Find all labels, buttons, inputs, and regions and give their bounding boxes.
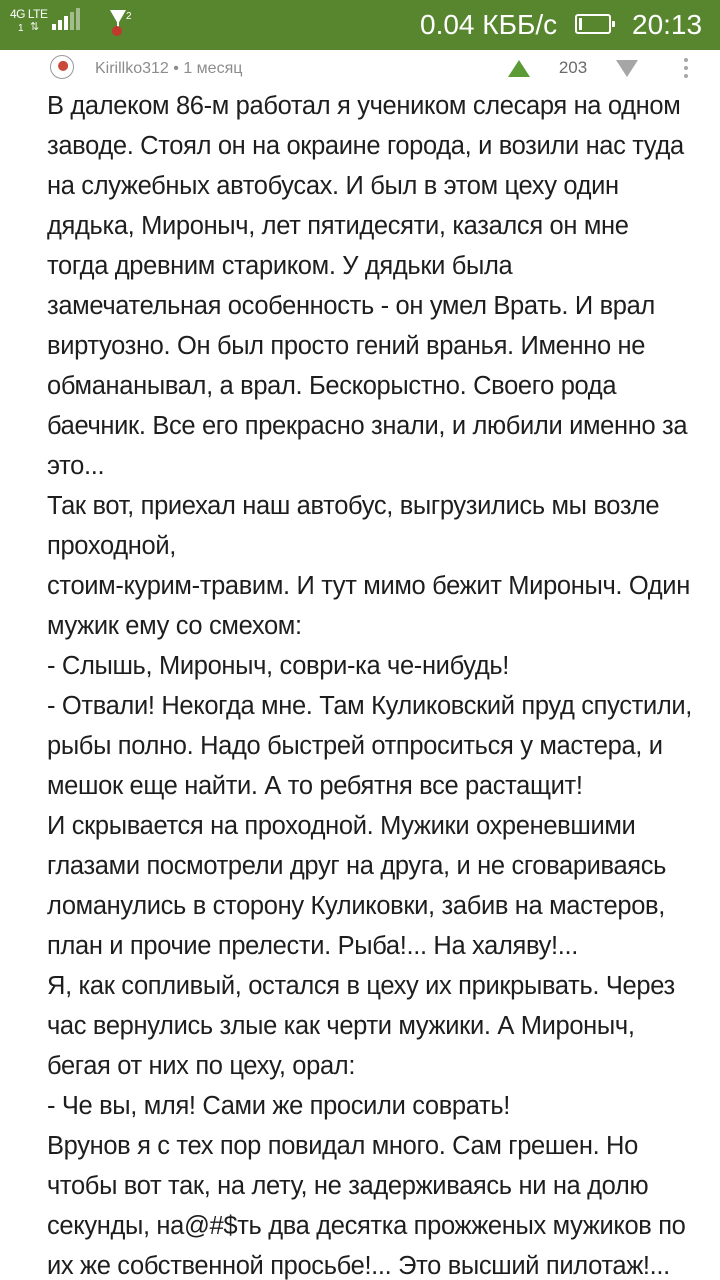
- comment-text-line: Так вот, приехал наш автобус, выгрузились мы возле: [47, 492, 660, 520]
- comment-text-line: ломанулись в сторону Куликовки, забив на мастеров,: [47, 892, 665, 920]
- comment-text-line: мешок еще найти. А то ребятня все растащит!: [47, 772, 583, 800]
- comment-text-line: дядька, Мироныч, лет пятидесяти, казался он мне: [47, 212, 629, 240]
- comment-text-line: баечник. Все его прекрасно знали, и любили именно за: [47, 412, 688, 440]
- comment-text-line: бегая от них по цеху, орал:: [47, 1052, 356, 1080]
- comment-text-line: мужик ему со смехом:: [47, 612, 302, 640]
- comment-text-line: это...: [47, 452, 105, 480]
- battery-icon: [575, 14, 611, 34]
- comment-text-line: их же собственной просьбе!... Это высший пилотаж!...: [47, 1252, 670, 1280]
- comment-text-line: стоим-курим-травим. И тут мимо бежит Мироныч. Один: [47, 572, 690, 600]
- comment-text-line: секунды, на@#$ть два десятка прожженых мужиков по: [47, 1212, 686, 1240]
- more-vertical-icon[interactable]: [683, 56, 689, 80]
- comment-text-line: Я, как сопливый, остался в цеху их прикрывать. Через: [47, 972, 675, 1000]
- status-bar: [0, 0, 720, 50]
- author-name[interactable]: Kirillko312: [95, 60, 169, 77]
- network-type-label: 4G LTE: [10, 7, 48, 21]
- comment-text-line: проходной,: [47, 532, 176, 560]
- clock: 20:13: [632, 9, 703, 40]
- comment-text-line: В далеком 86-м работал я учеником слесаря на одном: [47, 92, 681, 120]
- upvote-arrow-icon[interactable]: [508, 60, 530, 77]
- comment-text-line: глазами посмотрели друг на друга, и не сговариваясь: [47, 852, 667, 880]
- comment-text-line: тогда древним стариком. У дядьки была: [47, 252, 513, 280]
- comment-text-line: И скрывается на проходной. Мужики охреневшими: [47, 812, 636, 840]
- comment-text-line: рыбы полно. Надо быстрей отпроситься у мастера, и: [47, 732, 663, 760]
- comment-text-line: час вернулись злые как черти мужики. А Мироныч,: [47, 1012, 635, 1040]
- comment-rating: 203: [558, 58, 588, 77]
- comment-text-line: - Че вы, мля! Сами же просили соврать!: [47, 1092, 511, 1120]
- network-indicator: [10, 6, 50, 44]
- sim-number-label: 1: [18, 23, 24, 34]
- comment-text-line: чтобы вот так, на лету, не задерживаясь ни на долю: [47, 1172, 649, 1200]
- comment-text-line: - Слышь, Мироныч, соври-ка че-нибудь!: [47, 652, 510, 680]
- comment-text-line: план и прочие прелести. Рыба!... На халяву!...: [47, 932, 578, 960]
- comment-text-line: виртуозно. Он был просто гений вранья. Именно не: [47, 332, 646, 360]
- signal-strength-icon: [52, 6, 94, 36]
- comment-text-line: Врунов я с тех пор повидал много. Сам грешен. Но: [47, 1132, 638, 1160]
- comment-text-line: обмананывал, а врал. Бескорыстно. Своего рода: [47, 372, 617, 400]
- comment-meta: [95, 59, 242, 79]
- network-speed: 0.04 КББ/с: [420, 9, 558, 40]
- comment-text-line: заводе. Стоял он на окраине города, и возили нас туда: [47, 132, 684, 160]
- comment-text: [47, 86, 707, 1280]
- comment-age: 1 месяц: [183, 60, 243, 77]
- comment-text-line: на служебных автобусах. И был в этом цеху один: [47, 172, 619, 200]
- comment-text-line: замечательная особенность - он умел Врать. И врал: [47, 292, 655, 320]
- downvote-arrow-icon[interactable]: [616, 60, 638, 77]
- sim2-no-signal-icon: [106, 6, 136, 40]
- avatar[interactable]: [50, 55, 74, 79]
- meta-separator: •: [173, 60, 179, 77]
- status-bar-indicators: [10, 6, 136, 44]
- comment-header: [0, 50, 720, 88]
- data-activity-icon: ⇅: [30, 21, 40, 33]
- comment-text-line: - Отвали! Некогда мне. Там Куликовский пруд спустили,: [47, 692, 692, 720]
- sim2-label: 2: [126, 11, 132, 22]
